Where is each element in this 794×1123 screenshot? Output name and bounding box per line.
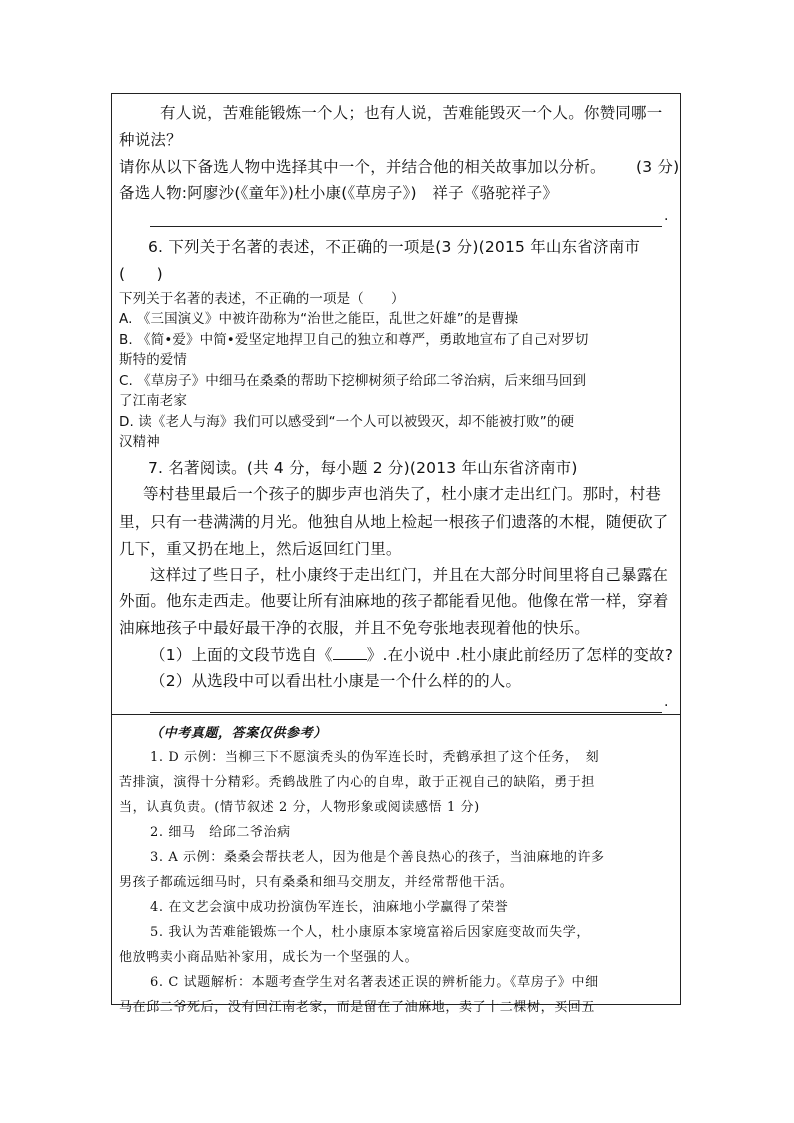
answer-3-line1: 3. A 示例：桑桑会帮扶老人，因为他是个善良热心的孩子，当油麻地的许多	[150, 850, 605, 865]
q6-option-c-line1: C. 《草房子》中细马在桑桑的帮助下挖柳树须子给邱二爷治病，后来细马回到	[119, 373, 587, 389]
q7-end-dot: .	[664, 694, 669, 710]
q5-candidates: 备选人物:阿廖沙(《童年》)杜小康(《草房子》) 祥子《骆驼祥子》	[119, 184, 559, 202]
answer-1-line1: 1. D 示例：当柳三下不愿演秃头的伪军连长时，秃鹤承担了这个任务， 刻	[150, 750, 600, 765]
q5-line-3	[119, 155, 680, 177]
q7-subquestion-2: （2）从选段中可以看出杜小康是一个什么样的的人。	[150, 672, 522, 690]
q7-passage1-line3: 几下，重又扔在地上，然后返回红门里。	[119, 540, 402, 558]
answers-heading: （中考真题，答案仅供参考）	[150, 726, 327, 741]
q6-stem: 下列关于名著的表述，不正确的一项是（ ）	[119, 291, 405, 307]
answer-1-line3: 当，认真负责。(情节叙述 2 分，人物形象或阅读感悟 1 分)	[119, 800, 480, 815]
section-divider	[112, 714, 680, 715]
answer-5-line1: 5. 我认为苦难能锻炼一个人，杜小康原本家境富裕后因家庭变故而失学，	[150, 925, 590, 940]
q6-option-d-line2: 汉精神	[119, 434, 160, 450]
q7-sub1-suffix: 》.在小说中 .杜小康此前经历了怎样的变故?	[366, 646, 674, 664]
q7-passage2-line1: 这样过了些日子，杜小康终于走出红门，并且在大部分时间里将自己暴露在	[150, 566, 669, 584]
q7-sub1-blank[interactable]	[333, 645, 367, 660]
answer-6-line2-text: 马在邱二爷死后，没有回江南老家，而是留在了油麻地，卖了十二棵树，买回五	[119, 1000, 596, 1015]
q5-line-2: 种说法？	[119, 131, 182, 149]
q7-subquestion-1	[150, 643, 673, 665]
q7-passage2-line3: 油麻地孩子中最好最干净的衣服，并且不免夸张地表现着他的快乐。	[119, 619, 591, 637]
q7-passage1-line1: 等村巷里最后一个孩子的脚步声也消失了，杜小康才走出红门。那时，村巷	[143, 485, 662, 503]
q6-option-c-line2: 了江南老家	[119, 393, 187, 409]
q6-option-b-line2: 斯特的爱情	[119, 352, 187, 368]
answer-6-line2	[119, 996, 596, 1015]
q7-passage1-line2: 里，只有一巷满满的月光。他独自从地上检起一根孩子们遗落的木棍，随便砍了	[119, 513, 669, 531]
q5-end-dot: .	[664, 208, 669, 224]
q6-paren: ( )	[119, 265, 163, 283]
answer-6-line1: 6. C 试题解析：本题考查学生对名著表述正误的辨析能力。《草房子》中细	[150, 975, 599, 990]
q6-option-b-line1: B. 《简•爱》中简•爱坚定地捍卫自己的独立和尊严，勇敢地宣布了自己对罗切	[119, 332, 589, 348]
answer-3-line2: 男孩子都疏远细马时，只有桑桑和细马交朋友，并经常帮他干活。	[119, 875, 514, 890]
q5-answer-line[interactable]	[150, 226, 662, 227]
q6-option-a: A. 《三国演义》中被许劭称为“治世之能臣，乱世之奸雄”的是曹操	[119, 311, 519, 327]
q7-sub1-prefix: （1）上面的文段节选自《	[150, 646, 333, 664]
q7-answer-line[interactable]	[150, 712, 662, 713]
answer-5-line2: 他放鸭卖小商品贴补家用，成长为一个坚强的人。	[119, 950, 419, 965]
q5-score: (3 分)	[636, 158, 680, 176]
q7-title: 7. 名著阅读。(共 4 分，每小题 2 分)(2013 年山东省济南市)	[148, 459, 578, 477]
answer-2: 2. 细马 给邱二爷治病	[150, 825, 291, 840]
q6-option-d-line1: D. 读《老人与海》我们可以感受到“一个人可以被毁灭，却不能被打败”的硬	[119, 414, 575, 430]
q6-title: 6. 下列关于名著的表述，不正确的一项是(3 分)(2015 年山东省济南市	[148, 238, 641, 256]
q7-passage2-line2: 外面。他东走西走。他要让所有油麻地的孩子都能看见他。他像在常一样，穿着	[119, 592, 669, 610]
q5-instruction: 请你从以下备选人物中选择其中一个，并结合他的相关故事加以分析。	[119, 158, 606, 176]
q5-line-1: 有人说，苦难能锻炼一个人；也有人说，苦难能毁灭一个人。你赞同哪一	[160, 104, 663, 122]
answer-1-line2: 苦排演，演得十分精彩。秃鹤战胜了内心的自卑，敢于正视自己的缺陷，勇于担	[119, 775, 596, 790]
answer-4: 4. 在文艺会演中成功扮演伪军连长，油麻地小学赢得了荣誉	[150, 900, 509, 915]
